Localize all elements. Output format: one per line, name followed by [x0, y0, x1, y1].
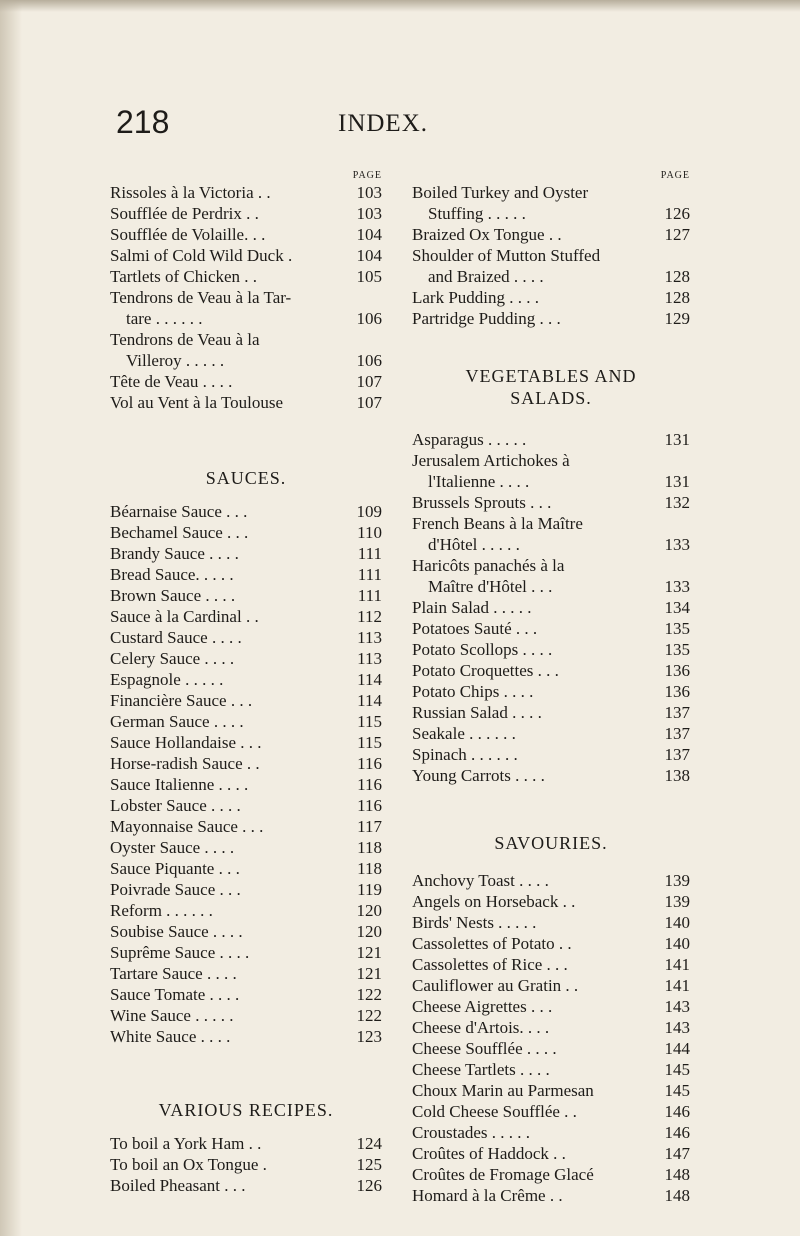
entry-page-number: 148	[664, 1165, 690, 1184]
index-entry	[110, 203, 382, 224]
index-entry	[412, 933, 690, 954]
index-entry	[412, 1185, 690, 1206]
entry-page-number: 141	[664, 955, 690, 974]
entry-title: Boiled Pheasant . . .	[110, 1176, 246, 1195]
index-entry	[412, 1059, 690, 1080]
entry-page-number: 122	[356, 985, 382, 1004]
entry-title: Cheese d'Artois. . . .	[412, 1018, 550, 1037]
entry-title: Suprême Sauce . . . .	[110, 943, 250, 962]
entry-title: Cheese Soufflée . . . .	[412, 1039, 557, 1058]
index-entry	[412, 224, 690, 245]
entry-page-number: 120	[356, 922, 382, 941]
entry-title: Asparagus . . . . .	[412, 430, 527, 449]
index-entry	[412, 870, 690, 891]
entry-title: Cauliflower au Gratin . .	[412, 976, 579, 995]
index-entry-line: French Beans à la Maître	[412, 514, 583, 533]
entry-title: Mayonnaise Sauce . . .	[110, 817, 264, 836]
index-entry	[412, 744, 690, 765]
entry-title: Young Carrots . . . .	[412, 766, 545, 785]
entry-title: Villeroy . . . . .	[126, 351, 225, 370]
entry-page-number: 104	[356, 225, 382, 244]
entry-title: and Braized . . . .	[428, 267, 544, 286]
entry-page-number: 143	[664, 1018, 690, 1037]
entry-page-number: 131	[664, 472, 690, 491]
vegetables-heading: VEGETABLES AND	[465, 366, 637, 386]
entry-page-number: 103	[356, 183, 382, 202]
entry-page-number: 137	[664, 703, 690, 722]
entry-page-number: 104	[356, 246, 382, 265]
entry-page-number: 140	[664, 913, 690, 932]
page-top-shadow	[0, 0, 800, 12]
entry-page-number: 131	[664, 430, 690, 449]
entry-page-number: 126	[356, 1176, 382, 1195]
index-entry	[110, 501, 382, 522]
entry-page-number: 116	[357, 796, 382, 815]
entry-title: Sauce Hollandaise . . .	[110, 733, 262, 752]
entry-title: Custard Sauce . . . .	[110, 628, 242, 647]
salads-heading: SALADS.	[510, 388, 592, 408]
entry-page-number: 107	[356, 393, 382, 412]
left-top-entries	[110, 182, 382, 413]
entry-title: Bread Sauce. . . . .	[110, 565, 234, 584]
entry-title: Rissoles à la Victoria . .	[110, 183, 271, 202]
entry-page-number: 121	[356, 964, 382, 983]
entry-page-number: 139	[664, 892, 690, 911]
entry-page-number: 118	[357, 838, 382, 857]
index-entry	[412, 702, 690, 723]
index-entry-line: Boiled Turkey and Oyster	[412, 183, 589, 202]
index-entry	[412, 1038, 690, 1059]
entry-title: Sauce Italienne . . . .	[110, 775, 249, 794]
index-entry	[412, 287, 690, 308]
entry-page-number: 144	[664, 1039, 690, 1058]
page-column-label: PAGE	[352, 170, 382, 181]
running-head-title: INDEX.	[338, 110, 429, 137]
entry-title: Financière Sauce . . .	[110, 691, 253, 710]
index-entry	[110, 942, 382, 963]
entry-page-number: 106	[356, 351, 382, 370]
entry-page-number: 115	[357, 712, 382, 731]
sauces-heading: SAUCES.	[205, 468, 287, 488]
index-entry	[110, 753, 382, 774]
index-entry	[110, 963, 382, 984]
index-entry	[110, 308, 382, 329]
entry-page-number: 118	[357, 859, 382, 878]
entry-title: Choux Marin au Parmesan	[412, 1081, 594, 1100]
entry-page-number: 121	[356, 943, 382, 962]
index-entry	[412, 1080, 690, 1101]
entry-title: Espagnole . . . . .	[110, 670, 224, 689]
index-entry	[110, 858, 382, 879]
entry-page-number: 111	[357, 565, 382, 584]
entry-page-number: 105	[356, 267, 382, 286]
entry-title: Seakale . . . . . .	[412, 724, 516, 743]
entry-page-number: 135	[664, 619, 690, 638]
entry-title: White Sauce . . . .	[110, 1027, 231, 1046]
entry-page-number: 134	[664, 598, 690, 617]
index-entry	[412, 975, 690, 996]
entry-title: Tête de Veau . . . .	[110, 372, 233, 391]
index-entry-line: Jerusalem Artichokes à	[412, 451, 570, 470]
index-entry	[412, 1101, 690, 1122]
entry-page-number: 133	[664, 535, 690, 554]
entry-page-number: 111	[357, 544, 382, 563]
entry-page-number: 125	[356, 1155, 382, 1174]
page-header	[0, 104, 800, 144]
entry-title: Anchovy Toast . . . .	[412, 871, 549, 890]
entry-page-number: 132	[664, 493, 690, 512]
index-entry	[412, 308, 690, 329]
entry-page-number: 129	[664, 309, 690, 328]
savouries-list	[412, 870, 690, 1206]
entry-page-number: 133	[664, 577, 690, 596]
entry-page-number: 126	[664, 204, 690, 223]
entry-title: Tartlets of Chicken . .	[110, 267, 258, 286]
entry-title: Maître d'Hôtel . . .	[428, 577, 553, 596]
entry-page-number: 122	[356, 1006, 382, 1025]
entry-title: Croûtes of Haddock . .	[412, 1144, 566, 1163]
index-entry	[412, 954, 690, 975]
entry-page-number: 146	[664, 1123, 690, 1142]
index-entry	[110, 543, 382, 564]
index-entry	[110, 837, 382, 858]
page-column-label: PAGE	[660, 170, 690, 181]
entry-title: Braized Ox Tongue . .	[412, 225, 562, 244]
index-entry	[412, 576, 690, 597]
entry-page-number: 112	[357, 607, 382, 626]
entry-title: Soubise Sauce . . . .	[110, 922, 243, 941]
entry-page-number: 110	[357, 523, 382, 542]
entry-page-number: 107	[356, 372, 382, 391]
index-entry	[110, 732, 382, 753]
index-entry	[412, 660, 690, 681]
index-entry	[110, 245, 382, 266]
index-entry	[412, 639, 690, 660]
entry-page-number: 109	[356, 502, 382, 521]
entry-title: Salmi of Cold Wild Duck .	[110, 246, 293, 265]
index-entry	[110, 921, 382, 942]
entry-page-number: 136	[664, 682, 690, 701]
entry-page-number: 116	[357, 754, 382, 773]
index-entry	[110, 392, 382, 413]
entry-page-number: 146	[664, 1102, 690, 1121]
entry-page-number: 119	[357, 880, 382, 899]
entry-page-number: 137	[664, 745, 690, 764]
page-edge-shadow	[0, 0, 22, 1236]
index-entry	[110, 606, 382, 627]
entry-title: Potato Croquettes . . .	[412, 661, 559, 680]
entry-title: Soufflée de Volaille. . .	[110, 225, 266, 244]
index-entry	[110, 182, 382, 203]
entry-page-number: 124	[356, 1134, 382, 1153]
index-entry	[110, 522, 382, 543]
entry-title: Tartare Sauce . . . .	[110, 964, 237, 983]
entry-page-number: 111	[357, 586, 382, 605]
index-entry	[110, 1175, 382, 1196]
entry-title: Horse-radish Sauce . .	[110, 754, 260, 773]
entry-title: Spinach . . . . . .	[412, 745, 518, 764]
entry-title: Wine Sauce . . . . .	[110, 1006, 234, 1025]
entry-title: Plain Salad . . . . .	[412, 598, 532, 617]
index-entry	[110, 984, 382, 1005]
entry-page-number: 138	[664, 766, 690, 785]
index-entry	[110, 224, 382, 245]
index-entry	[412, 765, 690, 786]
entry-title: To boil an Ox Tongue .	[110, 1155, 267, 1174]
index-entry	[412, 912, 690, 933]
entry-page-number: 115	[357, 733, 382, 752]
index-entry	[412, 203, 690, 224]
entry-title: Stuffing . . . . .	[428, 204, 526, 223]
entry-title: Brussels Sprouts . . .	[412, 493, 552, 512]
index-entry	[110, 350, 382, 371]
entry-page-number: 148	[664, 1186, 690, 1205]
entry-title: d'Hôtel . . . . .	[428, 535, 520, 554]
entry-page-number: 113	[357, 628, 382, 647]
index-entry	[412, 1143, 690, 1164]
vegetables-list	[412, 429, 690, 786]
entry-page-number: 137	[664, 724, 690, 743]
index-entry	[110, 879, 382, 900]
index-entry	[412, 996, 690, 1017]
entry-page-number: 139	[664, 871, 690, 890]
entry-title: Cheese Tartlets . . . .	[412, 1060, 550, 1079]
index-entry	[412, 492, 690, 513]
index-entry	[110, 690, 382, 711]
entry-title: Russian Salad . . . .	[412, 703, 542, 722]
sauces-list	[110, 501, 382, 1047]
entry-page-number: 128	[664, 267, 690, 286]
entry-title: Reform . . . . . .	[110, 901, 213, 920]
index-entry	[110, 1154, 382, 1175]
index-entry	[412, 471, 690, 492]
entry-title: Soufflée de Perdrix . .	[110, 204, 259, 223]
entry-page-number: 141	[664, 976, 690, 995]
index-entry	[110, 648, 382, 669]
index-entry	[110, 1133, 382, 1154]
index-entry	[110, 795, 382, 816]
entry-title: Béarnaise Sauce . . .	[110, 502, 248, 521]
index-entry	[412, 891, 690, 912]
entry-title: Homard à la Crême . .	[412, 1186, 563, 1205]
entry-page-number: 117	[357, 817, 382, 836]
various-recipes-heading: VARIOUS RECIPES.	[158, 1100, 334, 1120]
index-entry	[110, 900, 382, 921]
index-entry	[412, 1164, 690, 1185]
index-entry-line: Tendrons de Veau à la Tar-	[110, 288, 292, 307]
entry-title: Lark Pudding . . . .	[412, 288, 540, 307]
right-column	[412, 170, 690, 1206]
entry-page-number: 114	[357, 691, 382, 710]
entry-page-number: 123	[356, 1027, 382, 1046]
index-entry	[110, 564, 382, 585]
index-entry	[412, 618, 690, 639]
page-number: 218	[116, 104, 170, 140]
entry-title: Sauce à la Cardinal . .	[110, 607, 259, 626]
entry-title: Poivrade Sauce . . .	[110, 880, 241, 899]
entry-title: tare . . . . . .	[126, 309, 203, 328]
entry-page-number: 147	[664, 1144, 690, 1163]
entry-page-number: 103	[356, 204, 382, 223]
entry-title: Potato Scollops . . . .	[412, 640, 553, 659]
index-entry	[110, 585, 382, 606]
index-entry	[412, 266, 690, 287]
entry-title: Sauce Piquante . . .	[110, 859, 240, 878]
entry-title: To boil a York Ham . .	[110, 1134, 262, 1153]
entry-page-number: 113	[357, 649, 382, 668]
entry-title: Vol au Vent à la Toulouse	[110, 393, 284, 412]
entry-title: Croustades . . . . .	[412, 1123, 531, 1142]
index-entry	[412, 1017, 690, 1038]
entry-title: German Sauce . . . .	[110, 712, 244, 731]
index-entry	[110, 711, 382, 732]
index-entry	[110, 1005, 382, 1026]
entry-title: Cassolettes of Potato . .	[412, 934, 572, 953]
entry-title: Brandy Sauce . . . .	[110, 544, 239, 563]
entry-page-number: 135	[664, 640, 690, 659]
entry-title: Birds' Nests . . . . .	[412, 913, 537, 932]
entry-title: Potato Chips . . . .	[412, 682, 534, 701]
index-entry-line: Haricôts panachés à la	[412, 556, 565, 575]
index-entry	[110, 669, 382, 690]
entry-title: Potatoes Sauté . . .	[412, 619, 538, 638]
entry-title: Sauce Tomate . . . .	[110, 985, 240, 1004]
entry-title: Celery Sauce . . . .	[110, 649, 235, 668]
entry-page-number: 116	[357, 775, 382, 794]
index-entry	[412, 597, 690, 618]
index-entry	[110, 774, 382, 795]
index-entry	[110, 266, 382, 287]
entry-title: Cassolettes of Rice . . .	[412, 955, 568, 974]
various-recipes-list	[110, 1133, 382, 1196]
right-top-entries	[412, 182, 690, 329]
savouries-heading: SAVOURIES.	[494, 833, 608, 853]
entry-page-number: 128	[664, 288, 690, 307]
entry-page-number: 120	[356, 901, 382, 920]
entry-title: l'Italienne . . . .	[428, 472, 530, 491]
index-entry-line: Tendrons de Veau à la	[110, 330, 260, 349]
index-entry	[110, 816, 382, 837]
index-entry	[110, 371, 382, 392]
index-entry	[412, 723, 690, 744]
entry-title: Cheese Aigrettes . . .	[412, 997, 553, 1016]
entry-title: Lobster Sauce . . . .	[110, 796, 241, 815]
index-entry	[412, 1122, 690, 1143]
entry-title: Brown Sauce . . . .	[110, 586, 236, 605]
entry-page-number: 114	[357, 670, 382, 689]
index-entry	[110, 627, 382, 648]
entry-title: Angels on Horseback . .	[412, 892, 576, 911]
entry-title: Partridge Pudding . . .	[412, 309, 561, 328]
entry-title: Bechamel Sauce . . .	[110, 523, 249, 542]
entry-page-number: 145	[664, 1081, 690, 1100]
entry-title: Croûtes de Fromage Glacé	[412, 1165, 594, 1184]
index-entry	[412, 681, 690, 702]
index-entry-line: Shoulder of Mutton Stuffed	[412, 246, 601, 265]
index-entry	[412, 534, 690, 555]
entry-page-number: 143	[664, 997, 690, 1016]
entry-title: Cold Cheese Soufflée . .	[412, 1102, 577, 1121]
entry-page-number: 127	[664, 225, 690, 244]
entry-page-number: 106	[356, 309, 382, 328]
entry-page-number: 145	[664, 1060, 690, 1079]
entry-page-number: 140	[664, 934, 690, 953]
entry-title: Oyster Sauce . . . .	[110, 838, 235, 857]
index-entry	[412, 429, 690, 450]
entry-page-number: 136	[664, 661, 690, 680]
left-column	[110, 170, 382, 1196]
index-entry	[110, 1026, 382, 1047]
